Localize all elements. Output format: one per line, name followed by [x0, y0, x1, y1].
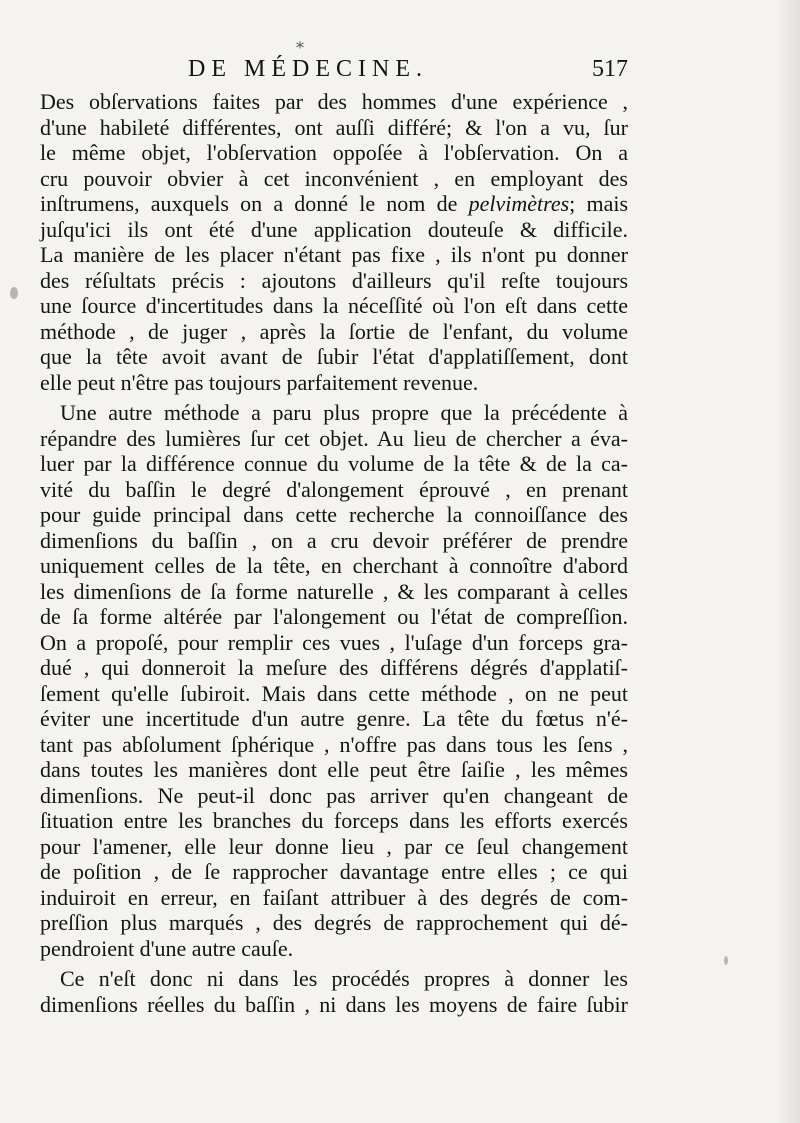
text-segment: ; mais [569, 191, 629, 216]
text-line: Une autre méthode a paru plus propre que la précédente à [60, 400, 628, 425]
text-line: preſſion plus marqués , des degrés de rapprochement qui dé- [40, 910, 628, 935]
text-line: ſement qu'elle ſubiroit. Mais dans cette méthode , on ne peut [40, 680, 628, 706]
italic-term: pelvimètres [468, 191, 570, 216]
text-line: cru pouvoir obvier à cet inconvénient , en employant des [40, 165, 628, 191]
text-line: une ſource d'incertitudes dans la néceſſité où l'on eſt dans cette [40, 293, 628, 318]
text-line: Ce n'eſt donc ni dans les procédés propres à donner les [60, 966, 628, 991]
text-line: des réſultats précis : ajoutons d'ailleurs qu'il reſte toujours [40, 267, 628, 293]
text-line: dimenſions réelles du baſſin , ni dans les moyens de faire ſubir [40, 991, 628, 1017]
text-line: uniquement celles de la tête, en cherchant à connoître d'abord [40, 553, 628, 578]
text-line: induiroit en erreur, en faiſant attribuer à des degrés de com- [40, 884, 628, 910]
text-line: les dimenſions de ſa forme naturelle , & les comparant à celles [40, 578, 628, 604]
margin-spot [724, 956, 728, 965]
text-line: pour guide principal dans cette recherche la connoiſſance des [40, 502, 628, 527]
body-text [40, 89, 628, 1017]
text-line: La manière de les placer n'étant pas fixe , ils n'ont pu donner [40, 242, 628, 267]
text-line: pendroient d'une autre cauſe. [40, 935, 294, 961]
text-line: dimenſions du baſſin , on a cru devoir préférer de prendre [40, 527, 628, 553]
text-line: pour l'amener, elle leur donne lieu , par ce ſeul changement [40, 833, 628, 859]
top-printing-mark: ⁎ [296, 35, 304, 52]
text-line: tant pas abſolument ſphérique , n'offre pas dans tous les ſens , [40, 731, 628, 757]
text-line: le même objet, l'obſervation oppoſée à l'obſervation. On a [40, 140, 628, 165]
scan-edge-shadow [776, 0, 800, 1123]
text-line: vité du baſſin le degré d'alongement éprouvé , en prenant [40, 476, 628, 502]
text-line: luer par la différence connue du volume de la tête & de la ca- [40, 451, 628, 476]
text-line: éviter une incertitude d'un autre genre. La tête du fœtus n'é- [40, 706, 628, 731]
text-line: d'une habileté différentes, ont auſſi différé; & l'on a vu, ſur [40, 114, 628, 140]
text-line: ſituation entre les branches du forceps dans les efforts exercés [40, 808, 628, 833]
text-line: dimenſions. Ne peut-il donc pas arriver qu'en changeant de [40, 782, 628, 808]
text-line: méthode , de juger , après la ſortie de l'enfant, du volume [40, 318, 628, 344]
text-line: que la tête avoit avant de ſubir l'état d'applatiſſement, dont [40, 344, 628, 369]
text-line: répandre des lumières ſur cet objet. Au lieu de chercher a éva- [40, 425, 628, 451]
text-line: On a propoſé, pour remplir ces vues , l'uſage d'un forceps gra- [40, 629, 628, 655]
text-line: dans toutes les manières dont elle peut être ſaiſie , les mêmes [40, 757, 628, 782]
text-line [40, 191, 628, 217]
text-line: de ſa forme altérée par l'alongement ou l'état de compreſſion. [40, 604, 628, 629]
text-line: de poſition , de ſe rapprocher davantage entre elles ; ce qui [40, 859, 628, 884]
text-line: Des obſervations faites par des hommes d'une expérience , [40, 89, 628, 114]
text-line: elle peut n'être pas toujours parfaitement revenue. [40, 369, 479, 395]
text-line: dué , qui donneroit la meſure des différens dégrés d'applatiſ- [40, 655, 628, 680]
text-line: juſqu'ici ils ont été d'une application douteuſe & difficile. [40, 216, 628, 242]
text-segment: inſtrumens, auxquels on a donné le nom de [40, 191, 458, 216]
margin-spot [10, 287, 18, 299]
running-head: DE MÉDECINE. [188, 56, 428, 82]
page-number: 517 [592, 56, 628, 82]
page-header [188, 56, 628, 90]
